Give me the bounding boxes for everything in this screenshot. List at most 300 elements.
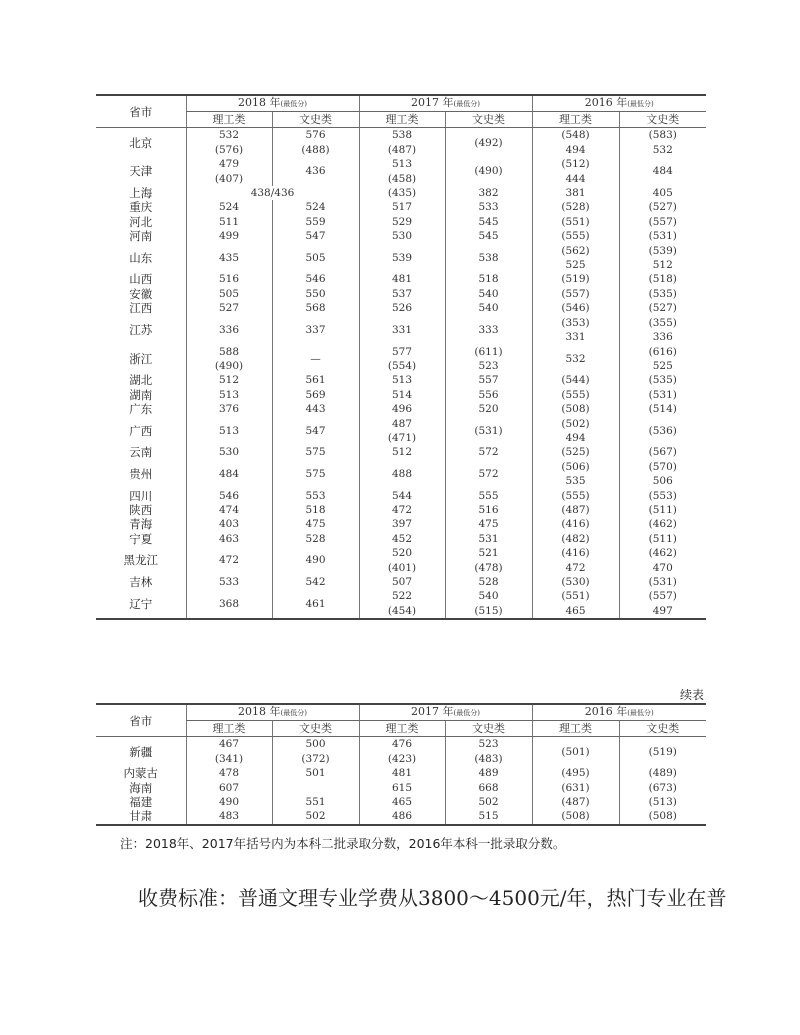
score-value: (471) bbox=[387, 431, 417, 444]
score-cell bbox=[445, 200, 532, 214]
subheader-science: 理工类 bbox=[186, 112, 272, 128]
province-cell: 福建 bbox=[129, 795, 153, 810]
province-cell: 海南 bbox=[129, 780, 153, 795]
score-cell bbox=[186, 345, 272, 374]
score-value: (539) bbox=[648, 244, 677, 257]
score-value: 465 bbox=[391, 796, 413, 809]
table-row bbox=[96, 589, 706, 619]
score-value: (583) bbox=[648, 129, 677, 142]
admission-score-table-continued bbox=[96, 703, 706, 826]
score-cell bbox=[186, 373, 272, 387]
province-cell: 河南 bbox=[129, 229, 153, 244]
score-cell bbox=[619, 445, 706, 459]
score-value: (519) bbox=[561, 273, 590, 286]
score-cell bbox=[186, 200, 272, 214]
score-value: 535 bbox=[565, 475, 586, 488]
score-cell bbox=[186, 781, 272, 795]
score-cell bbox=[359, 766, 445, 780]
score-cell bbox=[359, 489, 445, 503]
score-value: 553 bbox=[305, 489, 326, 502]
score-value: 474 bbox=[218, 503, 240, 516]
score-cell bbox=[445, 532, 532, 546]
score-cell bbox=[445, 388, 532, 402]
score-cell bbox=[532, 781, 619, 795]
score-cell bbox=[186, 795, 272, 809]
score-cell bbox=[186, 128, 272, 157]
score-cell bbox=[445, 795, 532, 809]
score-cell bbox=[532, 575, 619, 589]
score-value: 488 bbox=[391, 467, 413, 480]
province-cell: 安徽 bbox=[129, 286, 153, 301]
score-value: 516 bbox=[218, 273, 240, 286]
score-cell bbox=[186, 809, 272, 824]
score-cell bbox=[445, 373, 532, 387]
score-cell bbox=[619, 781, 706, 795]
score-value: 405 bbox=[652, 187, 673, 200]
score-value: 376 bbox=[218, 403, 240, 416]
score-cell bbox=[445, 589, 532, 619]
score-cell bbox=[445, 781, 532, 795]
score-value: (435) bbox=[387, 187, 417, 200]
score-cell bbox=[532, 128, 619, 157]
score-cell bbox=[619, 301, 706, 315]
province-cell: 北京 bbox=[129, 135, 153, 150]
score-cell bbox=[532, 287, 619, 301]
score-cell bbox=[532, 766, 619, 780]
score-value: 533 bbox=[478, 201, 499, 214]
score-cell bbox=[272, 589, 359, 619]
score-cell bbox=[532, 244, 619, 273]
score-cell bbox=[619, 316, 706, 345]
score-value: 475 bbox=[305, 518, 326, 531]
score-cell bbox=[186, 503, 272, 517]
table-row bbox=[96, 229, 706, 243]
score-cell bbox=[445, 402, 532, 416]
score-cell bbox=[445, 517, 532, 531]
score-value: (508) bbox=[561, 810, 590, 823]
score-value: 470 bbox=[652, 561, 673, 574]
score-cell bbox=[359, 517, 445, 531]
score-cell bbox=[619, 244, 706, 273]
score-value: 331 bbox=[565, 331, 586, 344]
score-value: 572 bbox=[478, 467, 499, 480]
score-value: 542 bbox=[305, 576, 326, 588]
score-cell bbox=[186, 489, 272, 503]
score-cell bbox=[359, 503, 445, 517]
score-value: (673) bbox=[648, 781, 677, 794]
score-value: 512 bbox=[652, 259, 673, 272]
subheader-arts: 文史类 bbox=[619, 112, 706, 128]
score-value: 484 bbox=[652, 165, 673, 178]
score-cell bbox=[359, 737, 445, 766]
score-value: 545 bbox=[478, 230, 499, 243]
score-cell bbox=[359, 781, 445, 795]
subheader-arts: 文史类 bbox=[272, 112, 359, 128]
score-cell bbox=[532, 215, 619, 229]
score-value: 577 bbox=[391, 345, 413, 358]
score-value: 575 bbox=[305, 467, 326, 480]
score-value: (514) bbox=[648, 403, 677, 416]
score-value: (536) bbox=[648, 424, 677, 437]
table-row bbox=[96, 128, 706, 157]
score-value: 486 bbox=[391, 810, 413, 823]
score-value: (401) bbox=[387, 561, 417, 574]
score-cell bbox=[619, 373, 706, 387]
score-cell bbox=[532, 795, 619, 809]
score-cell bbox=[532, 417, 619, 446]
score-value: (502) bbox=[561, 417, 590, 430]
score-cell bbox=[619, 795, 706, 809]
score-cell bbox=[272, 345, 359, 374]
score-value: 559 bbox=[305, 215, 326, 228]
table-row bbox=[96, 532, 706, 546]
score-value: (492) bbox=[474, 136, 503, 149]
score-cell bbox=[186, 445, 272, 459]
subheader-arts: 文史类 bbox=[619, 721, 706, 737]
score-value: 476 bbox=[391, 738, 413, 751]
table-row bbox=[96, 546, 706, 575]
score-cell bbox=[359, 316, 445, 345]
score-value: (478) bbox=[474, 561, 503, 574]
score-value: (531) bbox=[648, 388, 677, 401]
score-value: 475 bbox=[478, 518, 499, 531]
province-cell: 新疆 bbox=[129, 744, 153, 759]
score-value: 397 bbox=[391, 518, 413, 531]
score-value: (527) bbox=[648, 201, 677, 214]
score-value: 523 bbox=[478, 359, 499, 372]
table-row bbox=[96, 517, 706, 531]
table-row bbox=[96, 287, 706, 301]
score-value: 505 bbox=[218, 287, 240, 300]
score-value: 547 bbox=[305, 424, 326, 437]
subheader-science: 理工类 bbox=[532, 112, 619, 128]
year-header-2017: 2017 年(最低分) bbox=[359, 95, 532, 112]
score-cell bbox=[186, 575, 272, 589]
score-cell bbox=[532, 517, 619, 531]
table-row bbox=[96, 489, 706, 503]
score-cell bbox=[445, 345, 532, 374]
score-cell bbox=[532, 503, 619, 517]
score-value: (557) bbox=[648, 215, 677, 228]
score-cell bbox=[619, 417, 706, 446]
table-row bbox=[96, 766, 706, 780]
score-cell bbox=[532, 157, 619, 186]
score-cell bbox=[186, 229, 272, 243]
score-value: 435 bbox=[218, 251, 240, 264]
score-cell bbox=[359, 445, 445, 459]
subheader-science: 理工类 bbox=[359, 112, 445, 128]
subheader-science: 理工类 bbox=[186, 721, 272, 737]
score-cell bbox=[532, 373, 619, 387]
province-cell: 广东 bbox=[129, 402, 153, 417]
province-cell: 山西 bbox=[129, 272, 153, 287]
score-value: 524 bbox=[305, 201, 326, 214]
score-value: 520 bbox=[391, 547, 413, 560]
score-value: 336 bbox=[652, 331, 673, 344]
table-row bbox=[96, 445, 706, 459]
score-value: (462) bbox=[648, 518, 677, 531]
score-value: 545 bbox=[478, 215, 499, 228]
score-value: 561 bbox=[305, 374, 326, 387]
score-value: 607 bbox=[218, 781, 240, 794]
score-cell bbox=[272, 503, 359, 517]
score-value: 490 bbox=[218, 796, 240, 809]
province-cell: 四川 bbox=[129, 488, 153, 503]
score-cell bbox=[272, 517, 359, 531]
table-row bbox=[96, 781, 706, 795]
score-value: 479 bbox=[218, 158, 240, 171]
score-cell bbox=[532, 186, 619, 200]
score-cell bbox=[359, 244, 445, 273]
score-cell bbox=[359, 345, 445, 374]
score-value: 452 bbox=[391, 532, 413, 545]
score-cell bbox=[532, 200, 619, 214]
score-value: 568 bbox=[305, 302, 326, 315]
score-cell bbox=[272, 417, 359, 446]
table-body bbox=[96, 128, 706, 619]
table-row bbox=[96, 809, 706, 824]
score-value: 529 bbox=[391, 215, 413, 228]
score-cell-merged bbox=[186, 186, 359, 200]
score-cell bbox=[186, 301, 272, 315]
score-cell bbox=[619, 489, 706, 503]
score-value: (341) bbox=[214, 752, 244, 765]
score-value: (508) bbox=[561, 403, 590, 416]
province-cell: 山东 bbox=[129, 250, 153, 265]
score-value: 436 bbox=[305, 165, 326, 178]
score-cell bbox=[619, 229, 706, 243]
score-cell bbox=[272, 215, 359, 229]
score-cell bbox=[619, 272, 706, 286]
score-value: 513 bbox=[218, 424, 240, 437]
score-value: 513 bbox=[391, 374, 413, 387]
score-cell bbox=[359, 809, 445, 824]
score-cell bbox=[272, 445, 359, 459]
continued-label: 续表 bbox=[679, 688, 704, 702]
table-row bbox=[96, 737, 706, 766]
score-value: (513) bbox=[648, 796, 677, 809]
subheader-science: 理工类 bbox=[532, 721, 619, 737]
score-cell bbox=[186, 388, 272, 402]
province-cell: 天津 bbox=[129, 164, 153, 179]
province-cell: 内蒙古 bbox=[123, 766, 158, 781]
score-value: 525 bbox=[652, 359, 673, 372]
score-value: 521 bbox=[478, 547, 499, 560]
score-value: 484 bbox=[218, 467, 240, 480]
score-cell bbox=[359, 546, 445, 575]
province-cell: 陕西 bbox=[129, 502, 153, 517]
score-value: 517 bbox=[391, 201, 413, 214]
table-body bbox=[96, 737, 706, 825]
score-value: 531 bbox=[478, 532, 499, 545]
table-row bbox=[96, 157, 706, 186]
score-value: 461 bbox=[305, 597, 326, 610]
score-value: (487) bbox=[561, 503, 590, 516]
score-cell bbox=[186, 460, 272, 489]
score-value: 547 bbox=[305, 230, 326, 243]
score-value: 518 bbox=[305, 503, 326, 516]
table-row bbox=[96, 373, 706, 387]
score-value: 382 bbox=[478, 187, 499, 200]
score-value: (555) bbox=[561, 388, 590, 401]
score-cell bbox=[619, 589, 706, 619]
score-value: (548) bbox=[561, 129, 590, 142]
score-value: 515 bbox=[478, 810, 499, 823]
score-cell bbox=[272, 200, 359, 214]
score-cell bbox=[532, 345, 619, 374]
subheader-science: 理工类 bbox=[359, 721, 445, 737]
table-row bbox=[96, 388, 706, 402]
score-value: 526 bbox=[391, 302, 413, 315]
score-value: (531) bbox=[648, 230, 677, 243]
score-value: 499 bbox=[218, 230, 240, 243]
score-cell bbox=[272, 546, 359, 575]
score-cell bbox=[619, 460, 706, 489]
score-cell bbox=[619, 517, 706, 531]
table-row bbox=[96, 215, 706, 229]
score-value: (501) bbox=[561, 745, 590, 758]
score-value: 555 bbox=[478, 489, 499, 502]
table-row bbox=[96, 402, 706, 416]
score-value: 489 bbox=[478, 767, 499, 780]
score-cell bbox=[445, 766, 532, 780]
score-cell bbox=[272, 373, 359, 387]
subheader-arts: 文史类 bbox=[445, 112, 532, 128]
score-value: 523 bbox=[478, 738, 499, 751]
score-value: 501 bbox=[305, 767, 326, 780]
score-value: 539 bbox=[391, 251, 413, 264]
score-cell bbox=[186, 546, 272, 575]
score-cell bbox=[619, 157, 706, 186]
table-row bbox=[96, 417, 706, 446]
score-cell bbox=[272, 460, 359, 489]
score-value: (551) bbox=[561, 590, 590, 603]
score-cell bbox=[532, 737, 619, 766]
score-value: (631) bbox=[561, 781, 590, 794]
province-cell: 青海 bbox=[129, 517, 153, 532]
score-value: (490) bbox=[474, 165, 503, 178]
score-cell bbox=[445, 244, 532, 273]
score-value: 506 bbox=[652, 475, 673, 488]
year-header-2016: 2016 年(最低分) bbox=[532, 95, 706, 112]
score-value: 472 bbox=[218, 554, 240, 567]
score-value: 556 bbox=[478, 388, 499, 401]
score-value: 572 bbox=[478, 446, 499, 459]
score-cell bbox=[359, 589, 445, 619]
score-cell bbox=[359, 200, 445, 214]
score-value: 615 bbox=[391, 781, 413, 794]
score-value: — bbox=[310, 352, 321, 365]
score-value: (562) bbox=[561, 244, 590, 257]
score-value: 368 bbox=[218, 597, 240, 610]
score-cell bbox=[359, 186, 445, 200]
table-row bbox=[96, 503, 706, 517]
score-cell bbox=[532, 301, 619, 315]
score-cell bbox=[359, 417, 445, 446]
score-value: (423) bbox=[387, 752, 417, 765]
score-value: 520 bbox=[478, 403, 499, 416]
score-cell bbox=[186, 287, 272, 301]
score-cell bbox=[186, 417, 272, 446]
score-value: (546) bbox=[561, 302, 590, 315]
score-value: (462) bbox=[648, 547, 677, 560]
score-value: 497 bbox=[652, 604, 673, 617]
score-cell bbox=[359, 215, 445, 229]
score-value: 537 bbox=[391, 287, 413, 300]
score-value: 540 bbox=[478, 590, 499, 603]
province-cell: 宁夏 bbox=[129, 531, 153, 546]
score-value: 550 bbox=[305, 287, 326, 300]
score-value: 518 bbox=[478, 273, 499, 286]
score-value: 511 bbox=[218, 215, 240, 228]
score-value: (508) bbox=[648, 810, 677, 823]
score-value: (554) bbox=[387, 359, 417, 372]
subheader-arts: 文史类 bbox=[272, 721, 359, 737]
score-value: 530 bbox=[218, 446, 240, 459]
province-cell: 广西 bbox=[129, 423, 153, 438]
score-value: 481 bbox=[391, 767, 413, 780]
score-cell bbox=[619, 128, 706, 157]
score-cell bbox=[359, 287, 445, 301]
score-cell bbox=[186, 157, 272, 186]
score-cell bbox=[619, 200, 706, 214]
score-cell bbox=[532, 388, 619, 402]
score-cell bbox=[445, 215, 532, 229]
score-value: 528 bbox=[478, 576, 499, 588]
score-value: (495) bbox=[561, 767, 590, 780]
score-cell bbox=[186, 215, 272, 229]
score-value: 494 bbox=[565, 431, 586, 444]
score-cell bbox=[359, 157, 445, 186]
score-cell bbox=[272, 766, 359, 780]
province-cell: 浙江 bbox=[129, 351, 153, 366]
subheader-arts: 文史类 bbox=[445, 721, 532, 737]
score-value: 513 bbox=[391, 158, 413, 171]
score-value: 546 bbox=[305, 273, 326, 286]
province-cell: 重庆 bbox=[129, 200, 153, 215]
score-value: (531) bbox=[474, 424, 503, 437]
score-cell bbox=[272, 532, 359, 546]
score-value: 576 bbox=[305, 129, 326, 142]
score-value: (576) bbox=[214, 143, 244, 156]
score-cell bbox=[532, 402, 619, 416]
score-cell bbox=[186, 737, 272, 766]
score-value: 540 bbox=[478, 287, 499, 300]
score-cell bbox=[359, 388, 445, 402]
score-cell bbox=[445, 272, 532, 286]
table-row bbox=[96, 301, 706, 315]
score-value: 588 bbox=[218, 345, 240, 358]
score-cell bbox=[445, 417, 532, 446]
score-cell bbox=[272, 301, 359, 315]
score-value: 527 bbox=[218, 302, 240, 315]
score-value: (544) bbox=[561, 374, 590, 387]
score-cell bbox=[272, 244, 359, 273]
score-cell bbox=[532, 445, 619, 459]
score-cell bbox=[619, 809, 706, 824]
score-cell bbox=[619, 532, 706, 546]
score-cell bbox=[186, 244, 272, 273]
score-cell bbox=[272, 737, 359, 766]
score-value: (535) bbox=[648, 374, 677, 387]
score-cell bbox=[532, 460, 619, 489]
score-value: (488) bbox=[301, 143, 330, 156]
score-value: 463 bbox=[218, 532, 240, 545]
score-cell bbox=[532, 229, 619, 243]
score-cell bbox=[272, 402, 359, 416]
score-cell bbox=[272, 781, 359, 795]
score-value: 538 bbox=[478, 251, 499, 264]
